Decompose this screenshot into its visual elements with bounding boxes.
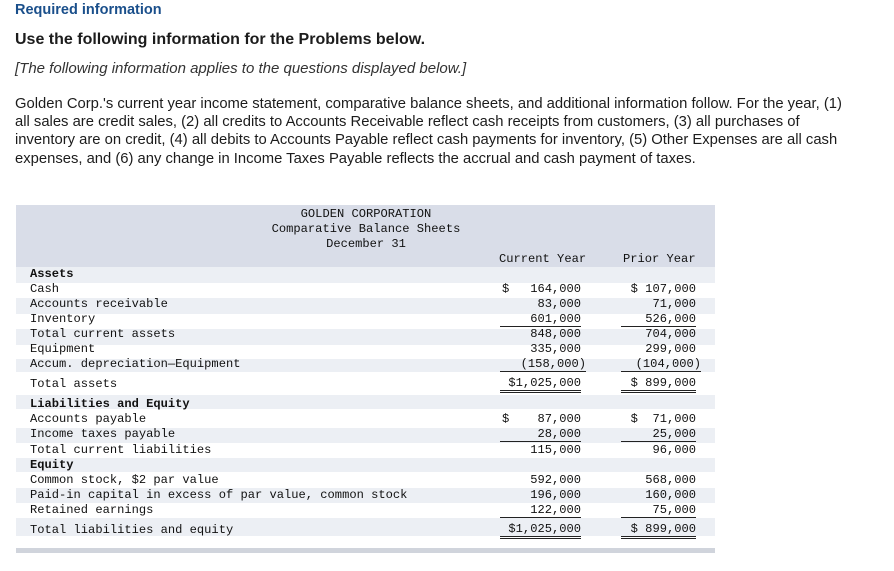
accum-current: (158,000)	[500, 357, 586, 372]
required-information-heading: Required information	[15, 2, 162, 18]
company-name: GOLDEN CORPORATION	[300, 207, 432, 221]
problem-description: Golden Corp.'s current year income statement, comparative balance sheets, and additional information follow. For the year, (1) all sales are credit sales, (2) all credits to Accounts Receivable reflect cash receipts from customers, (3) all purchases of inventory are on credit, (4) all debits to Accounts Payable reflect cash payments for inventory, (5) Other Expenses are all cash expenses, and (6) any change in Income Taxes Payable reflects the accrual and cash payment of taxes.	[15, 96, 842, 167]
row-label-retained-earnings: Retained earnings	[30, 503, 154, 517]
liabilities-equity-heading: Liabilities and Equity	[30, 397, 190, 411]
tcl-current: 115,000	[530, 443, 581, 457]
total-le-current: $1,025,000	[500, 522, 581, 539]
table-bottom-bar	[16, 548, 715, 553]
row-label-accounts-payable: Accounts payable	[30, 412, 147, 426]
itp-prior: 25,000	[621, 427, 696, 442]
inventory-prior: 526,000	[621, 312, 696, 327]
instructions-heading: Use the following information for the Problems below.	[15, 31, 426, 48]
tca-current: 848,000	[530, 327, 581, 341]
row-label-total-current-liabilities: Total current liabilities	[30, 443, 212, 457]
column-header-current: Current Year	[499, 252, 587, 266]
row-label-total-liabilities-equity: Total liabilities and equity	[30, 523, 234, 537]
row-label-total-assets: Total assets	[30, 377, 118, 391]
pic-prior: 160,000	[645, 488, 696, 502]
ap-prior: $ 71,000	[630, 412, 696, 426]
row-label-accum-depreciation: Accum. depreciation—Equipment	[30, 357, 241, 371]
equipment-current: 335,000	[530, 342, 581, 356]
equity-heading: Equity	[30, 458, 74, 472]
row-label-income-taxes-payable: Income taxes payable	[30, 427, 176, 441]
tca-prior: 704,000	[645, 327, 696, 341]
re-prior: 75,000	[621, 503, 696, 518]
inventory-current: 601,000	[500, 312, 581, 327]
accum-prior: (104,000)	[621, 357, 701, 372]
cash-dollar-sign: $	[502, 282, 510, 296]
cs-current: 592,000	[530, 473, 581, 487]
balance-sheet-table	[16, 205, 715, 553]
total-assets-prior: $ 899,000	[621, 376, 696, 393]
tcl-prior: 96,000	[652, 443, 696, 457]
row-label-ar: Accounts receivable	[30, 297, 168, 311]
row-label-paid-in-capital: Paid-in capital in excess of par value, common stock	[30, 488, 408, 502]
total-assets-current: $1,025,000	[500, 376, 581, 393]
itp-current: 28,000	[500, 427, 581, 442]
re-current: 122,000	[500, 503, 581, 518]
row-label-equipment: Equipment	[30, 342, 96, 356]
statement-date: December 31	[326, 237, 406, 251]
cs-prior: 568,000	[645, 473, 696, 487]
statement-title: Comparative Balance Sheets	[271, 222, 461, 236]
pic-current: 196,000	[530, 488, 581, 502]
assets-heading: Assets	[30, 267, 74, 281]
column-header-prior: Prior Year	[623, 252, 696, 266]
ar-current: 83,000	[537, 297, 581, 311]
equipment-prior: 299,000	[645, 342, 696, 356]
row-label-cash: Cash	[30, 282, 60, 296]
row-label-inventory: Inventory	[30, 312, 96, 326]
cash-current: 164,000	[530, 282, 581, 296]
applies-note: [The following information applies to the questions displayed below.]	[15, 60, 467, 77]
ar-prior: 71,000	[652, 297, 696, 311]
ap-current: 87,000	[537, 412, 581, 426]
row-label-total-current-assets: Total current assets	[30, 327, 176, 341]
cash-prior: $ 107,000	[630, 282, 696, 296]
total-le-prior: $ 899,000	[621, 522, 696, 539]
row-label-common-stock: Common stock, $2 par value	[30, 473, 219, 487]
ap-dollar-sign: $	[502, 412, 510, 426]
